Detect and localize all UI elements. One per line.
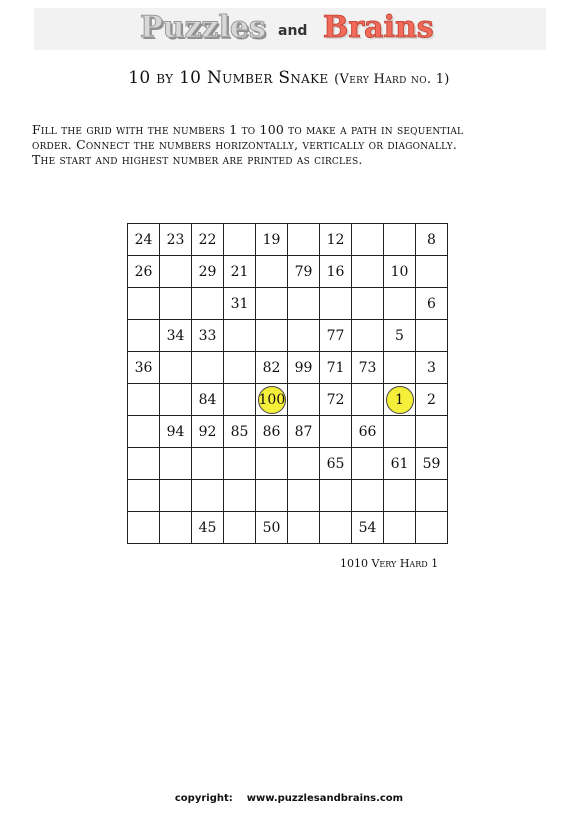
grid-cell[interactable]: 3 bbox=[416, 352, 448, 384]
grid-cell[interactable] bbox=[384, 352, 416, 384]
logo-puzzles-text: Puzzles bbox=[140, 10, 266, 45]
grid-cell[interactable] bbox=[352, 256, 384, 288]
grid-cell[interactable]: 99 bbox=[288, 352, 320, 384]
grid-cell[interactable] bbox=[256, 320, 288, 352]
grid-cell[interactable]: 5 bbox=[384, 320, 416, 352]
grid-cell[interactable]: 85 bbox=[224, 416, 256, 448]
grid-cell[interactable] bbox=[160, 448, 192, 480]
puzzle-grid bbox=[127, 223, 448, 544]
puzzle-title-sub: (Very Hard no. 1) bbox=[334, 72, 450, 87]
grid-cell[interactable] bbox=[256, 288, 288, 320]
grid-row bbox=[128, 480, 448, 512]
grid-cell[interactable]: 2 bbox=[416, 384, 448, 416]
logo-and-text: and bbox=[278, 23, 308, 39]
puzzle-title bbox=[0, 68, 578, 88]
grid-cell[interactable]: 31 bbox=[224, 288, 256, 320]
grid-cell[interactable]: 6 bbox=[416, 288, 448, 320]
logo-brains-text: Brains bbox=[323, 10, 434, 45]
grid-cell[interactable] bbox=[192, 480, 224, 512]
grid-cell[interactable] bbox=[416, 480, 448, 512]
grid-cell[interactable] bbox=[256, 256, 288, 288]
grid-cell[interactable]: 29 bbox=[192, 256, 224, 288]
grid-cell[interactable] bbox=[224, 224, 256, 256]
grid-cell[interactable]: 12 bbox=[320, 224, 352, 256]
grid-cell[interactable] bbox=[128, 320, 160, 352]
instruction-line: Fill the grid with the numbers 1 to 100 to make a path in sequential bbox=[32, 122, 464, 137]
grid-row bbox=[128, 448, 448, 480]
grid-cell[interactable]: 92 bbox=[192, 416, 224, 448]
grid-cell[interactable] bbox=[224, 384, 256, 416]
grid-cell[interactable]: 59 bbox=[416, 448, 448, 480]
grid-cell[interactable] bbox=[128, 288, 160, 320]
instruction-line: order. Connect the numbers horizontally, vertically or diagonally. bbox=[32, 137, 458, 152]
grid-cell[interactable] bbox=[256, 384, 288, 416]
grid-cell[interactable] bbox=[352, 288, 384, 320]
grid-cell[interactable] bbox=[384, 384, 416, 416]
copyright-label: copyright: bbox=[174, 793, 233, 804]
grid-cell[interactable] bbox=[352, 480, 384, 512]
grid-cell[interactable]: 50 bbox=[256, 512, 288, 544]
grid-row bbox=[128, 256, 448, 288]
grid-cell[interactable] bbox=[384, 224, 416, 256]
grid-cell[interactable] bbox=[320, 480, 352, 512]
grid-row bbox=[128, 224, 448, 256]
grid-cell[interactable] bbox=[384, 416, 416, 448]
grid-cell[interactable] bbox=[352, 448, 384, 480]
grid-cell[interactable] bbox=[288, 384, 320, 416]
circled-number: 100 bbox=[258, 386, 286, 414]
grid-row bbox=[128, 352, 448, 384]
grid-cell[interactable] bbox=[224, 448, 256, 480]
grid-cell[interactable]: 82 bbox=[256, 352, 288, 384]
grid-cell[interactable]: 36 bbox=[128, 352, 160, 384]
grid-cell[interactable] bbox=[128, 448, 160, 480]
grid-cell[interactable] bbox=[288, 288, 320, 320]
grid-cell[interactable]: 23 bbox=[160, 224, 192, 256]
instruction-line: The start and highest number are printed as circles. bbox=[32, 152, 363, 167]
website-link[interactable]: www.puzzlesandbrains.com bbox=[246, 793, 404, 804]
grid-row bbox=[128, 512, 448, 544]
grid-cell[interactable] bbox=[320, 512, 352, 544]
grid-cell[interactable] bbox=[288, 480, 320, 512]
grid-cell[interactable]: 21 bbox=[224, 256, 256, 288]
grid-cell[interactable] bbox=[224, 352, 256, 384]
grid-cell[interactable] bbox=[320, 288, 352, 320]
grid-cell[interactable]: 19 bbox=[256, 224, 288, 256]
instructions bbox=[32, 122, 552, 167]
grid-cell[interactable]: 45 bbox=[192, 512, 224, 544]
grid-cell[interactable] bbox=[416, 512, 448, 544]
grid-cell[interactable]: 94 bbox=[160, 416, 192, 448]
grid-cell[interactable]: 79 bbox=[288, 256, 320, 288]
grid-cell[interactable]: 16 bbox=[320, 256, 352, 288]
grid-cell[interactable]: 66 bbox=[352, 416, 384, 448]
puzzle-title-main: 10 by 10 Number Snake bbox=[128, 68, 329, 88]
grid-cell[interactable] bbox=[192, 352, 224, 384]
grid-cell[interactable] bbox=[160, 256, 192, 288]
grid-cell[interactable]: 34 bbox=[160, 320, 192, 352]
grid-cell[interactable] bbox=[160, 352, 192, 384]
grid-cell[interactable] bbox=[224, 480, 256, 512]
grid-cell[interactable] bbox=[320, 416, 352, 448]
grid-cell[interactable] bbox=[192, 448, 224, 480]
grid-row bbox=[128, 416, 448, 448]
grid-cell[interactable] bbox=[128, 416, 160, 448]
grid-cell[interactable]: 22 bbox=[192, 224, 224, 256]
grid-cell[interactable] bbox=[384, 288, 416, 320]
grid-cell[interactable]: 33 bbox=[192, 320, 224, 352]
grid-cell[interactable] bbox=[160, 288, 192, 320]
grid-row bbox=[128, 320, 448, 352]
grid-row bbox=[128, 384, 448, 416]
grid-cell[interactable]: 61 bbox=[384, 448, 416, 480]
grid-cell[interactable] bbox=[128, 512, 160, 544]
grid-cell[interactable] bbox=[352, 384, 384, 416]
grid-cell[interactable]: 65 bbox=[320, 448, 352, 480]
grid-cell[interactable]: 8 bbox=[416, 224, 448, 256]
grid-cell[interactable] bbox=[416, 416, 448, 448]
grid-cell[interactable] bbox=[352, 224, 384, 256]
footer bbox=[0, 793, 578, 804]
grid-cell[interactable] bbox=[288, 224, 320, 256]
grid-cell[interactable] bbox=[288, 320, 320, 352]
grid-cell[interactable]: 72 bbox=[320, 384, 352, 416]
grid-cell[interactable] bbox=[416, 256, 448, 288]
grid-cell[interactable]: 54 bbox=[352, 512, 384, 544]
grid-cell[interactable]: 86 bbox=[256, 416, 288, 448]
grid-cell[interactable] bbox=[384, 480, 416, 512]
circled-number: 1 bbox=[386, 386, 414, 414]
grid-cell[interactable]: 87 bbox=[288, 416, 320, 448]
grid-cell[interactable] bbox=[352, 320, 384, 352]
grid-cell[interactable]: 26 bbox=[128, 256, 160, 288]
grid-cell[interactable] bbox=[128, 480, 160, 512]
grid-cell[interactable] bbox=[128, 384, 160, 416]
grid-cell[interactable] bbox=[416, 320, 448, 352]
grid-cell[interactable]: 84 bbox=[192, 384, 224, 416]
grid-cell[interactable] bbox=[224, 320, 256, 352]
grid-cell[interactable] bbox=[160, 384, 192, 416]
grid-cell[interactable] bbox=[288, 448, 320, 480]
grid-cell[interactable]: 71 bbox=[320, 352, 352, 384]
grid-cell[interactable] bbox=[288, 512, 320, 544]
grid-cell[interactable]: 73 bbox=[352, 352, 384, 384]
grid-cell[interactable] bbox=[256, 480, 288, 512]
grid-cell[interactable] bbox=[192, 288, 224, 320]
grid-cell[interactable] bbox=[256, 448, 288, 480]
grid-cell[interactable] bbox=[160, 512, 192, 544]
puzzle-code: 1010 Very Hard 1 bbox=[340, 557, 439, 570]
grid-cell[interactable]: 10 bbox=[384, 256, 416, 288]
grid-cell[interactable] bbox=[160, 480, 192, 512]
grid-cell[interactable] bbox=[224, 512, 256, 544]
grid-row bbox=[128, 288, 448, 320]
grid-cell[interactable]: 77 bbox=[320, 320, 352, 352]
grid-cell[interactable] bbox=[384, 512, 416, 544]
grid-cell[interactable]: 24 bbox=[128, 224, 160, 256]
